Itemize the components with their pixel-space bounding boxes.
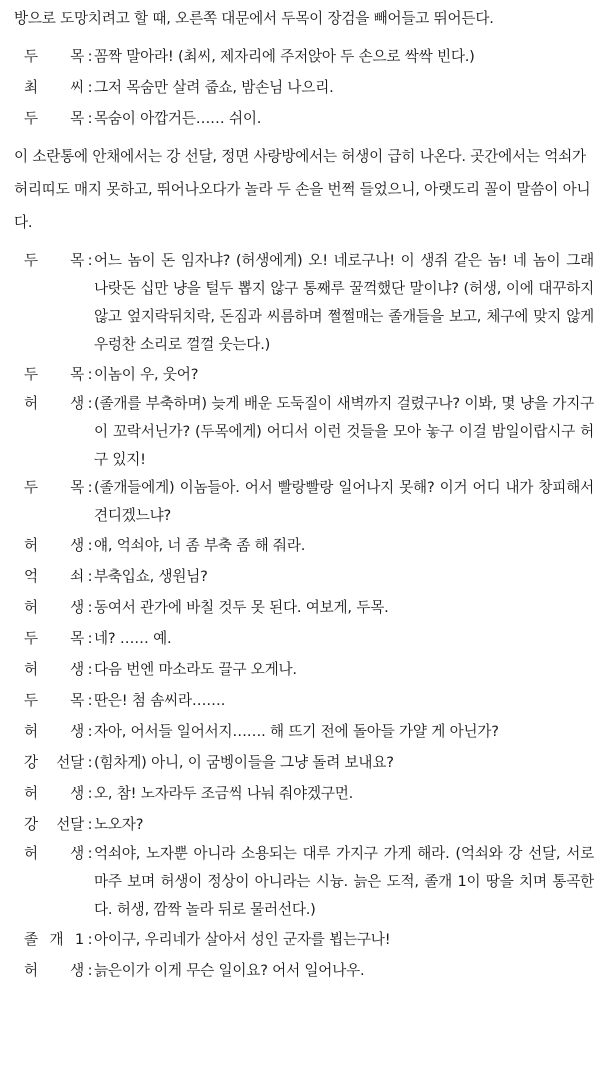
- colon: :: [87, 599, 93, 616]
- dialogue-line: [14, 840, 594, 924]
- speaker-name: 두 목: [24, 630, 84, 647]
- speaker-name: 허 생: [24, 537, 84, 554]
- colon: :: [87, 252, 93, 269]
- dialogue-text: 부축입쇼, 생원님?: [94, 568, 208, 585]
- dialogue-line: [14, 359, 594, 390]
- dialogue-text: 자아, 어서들 일어서지……. 해 뜨기 전에 돌아들 가얄 게 아닌가?: [94, 723, 499, 740]
- speaker-name: 두 목: [24, 692, 84, 709]
- speaker-name: 허 생: [24, 962, 84, 979]
- colon: :: [87, 366, 93, 383]
- speaker-name: 허 생: [24, 661, 84, 678]
- speaker-name: 강 선달: [24, 816, 84, 833]
- dialogue-text: (졸개를 부축하며) 늦게 배운 도둑질이 새벽까지 걸렸구나? 이봐, 몇 냥을 가지구 이 꼬락서닌가? (두목에게) 어디서 이런 것들을 모아 놓구 이걸 밤일이랍시구 허구 있지!: [94, 395, 594, 468]
- dialogue-block-a: [14, 41, 594, 134]
- dialogue-line: [14, 72, 594, 103]
- dialogue-text: (힘차게) 아니, 이 굼벵이들을 그냥 돌려 보내요?: [94, 754, 394, 771]
- dialogue-line: [14, 247, 594, 359]
- speaker-name: 강 선달: [24, 754, 84, 771]
- dialogue-text: 늙은이가 이게 무슨 일이요? 어서 일어나우.: [94, 962, 365, 979]
- colon: :: [87, 537, 93, 554]
- speaker-name: 허 생: [24, 723, 84, 740]
- dialogue-line: [14, 747, 594, 778]
- colon: :: [87, 568, 93, 585]
- dialogue-text: 오, 참! 노자라두 조금씩 나눠 줘야겠구먼.: [94, 785, 354, 802]
- colon: :: [87, 661, 93, 678]
- dialogue-line: [14, 390, 594, 474]
- dialogue-line: [14, 561, 594, 592]
- dialogue-line: [14, 778, 594, 809]
- colon: :: [87, 845, 93, 862]
- colon: :: [87, 692, 93, 709]
- dialogue-text: 이놈이 우, 웃어?: [94, 366, 199, 383]
- colon: :: [87, 479, 93, 496]
- colon: :: [87, 395, 93, 412]
- colon: :: [87, 723, 93, 740]
- speaker-name: 허 생: [24, 845, 84, 862]
- dialogue-line: [14, 654, 594, 685]
- colon: :: [87, 110, 93, 127]
- dialogue-block-b: [14, 247, 594, 986]
- dialogue-text: 동여서 관가에 바칠 것두 못 된다. 여보게, 두목.: [94, 599, 389, 616]
- dialogue-text: 억쇠야, 노자뿐 아니라 소용되는 대루 가지구 가게 해라. (억쇠와 강 선달, 서로 마주 보며 허생이 정상이 아니라는 시늉. 늙은 도적, 졸개 1이 땅을 치며 통곡한다. 허생, 깜짝 놀라 뒤로 물러선다.): [94, 845, 594, 918]
- speaker-name: 최 씨: [24, 79, 84, 96]
- dialogue-text: 노오자?: [94, 816, 144, 833]
- dialogue-text: 딴은! 첨 솜씨라…….: [94, 692, 226, 709]
- dialogue-line: [14, 955, 594, 986]
- dialogue-text: 아이구, 우리네가 살아서 성인 군자를 뵙는구나!: [94, 931, 391, 948]
- stage-direction-top: 방으로 도망치려고 할 때, 오른쪽 대문에서 두목이 장검을 빼어들고 뛰어든다.: [14, 10, 494, 27]
- speaker-name: 두 목: [24, 479, 84, 496]
- dialogue-line: [14, 809, 594, 840]
- dialogue-line: [14, 716, 594, 747]
- dialogue-text: 그저 목숨만 살려 줍쇼, 밤손님 나으리.: [94, 79, 334, 96]
- dialogue-line: [14, 103, 594, 134]
- speaker-name: 억 쇠: [24, 568, 84, 585]
- colon: :: [87, 785, 93, 802]
- speaker-name: 두 목: [24, 366, 84, 383]
- dialogue-line: [14, 623, 594, 654]
- speaker-name: 두 목: [24, 110, 84, 127]
- speaker-name: 두 목: [24, 48, 84, 65]
- dialogue-text: 목숨이 아깝거든…… 쉬이.: [94, 110, 262, 127]
- colon: :: [87, 754, 93, 771]
- colon: :: [87, 630, 93, 647]
- dialogue-text: 다음 번엔 마소라도 끌구 오게나.: [94, 661, 297, 678]
- dialogue-text: (졸개들에게) 이놈들아. 어서 빨랑빨랑 일어나지 못해? 이거 어디 내가 창피해서 견디겠느냐?: [94, 479, 594, 524]
- dialogue-line: [14, 592, 594, 623]
- dialogue-line: [14, 924, 594, 955]
- speaker-name: 허 생: [24, 785, 84, 802]
- dialogue-line: [14, 41, 594, 72]
- colon: :: [87, 48, 93, 65]
- dialogue-text: 얘, 억쇠야, 너 좀 부축 좀 해 줘라.: [94, 537, 306, 554]
- speaker-name: 두 목: [24, 252, 84, 269]
- dialogue-line: [14, 685, 594, 716]
- dialogue-text: 네? …… 예.: [94, 630, 172, 647]
- speaker-name: 허 생: [24, 395, 84, 412]
- dialogue-text: 꼼짝 말아라! (최씨, 제자리에 주저앉아 두 손으로 싹싹 빈다.): [94, 48, 475, 65]
- dialogue-text: 어느 놈이 돈 임자냐? (허생에게) 오! 네로구나! 이 생쥐 같은 놈! 네 놈이 그래 나랏돈 십만 냥을 털두 뽑지 않구 통째루 꿀꺽했단 말이냐? (허생, 이에 대꾸하지 않고 엎지락뒤치락, 돈짐과 씨름하며 쩔쩔매는 졸개들을 보고, 체구에 맞지 않게 우렁찬 소리로 껄껄 웃는다.): [94, 252, 594, 353]
- stage-direction-mid: 이 소란통에 안채에서는 강 선달, 정면 사랑방에서는 허생이 급히 나온다. 곳간에서는 억쇠가 허리띠도 매지 못하고, 뛰어나오다가 놀라 두 손을 번쩍 들었으니, 아랫도리 꼴이 말씀이 아니다.: [14, 148, 591, 231]
- colon: :: [87, 816, 93, 833]
- colon: :: [87, 931, 93, 948]
- dialogue-line: [14, 474, 594, 530]
- colon: :: [87, 962, 93, 979]
- speaker-name: 졸 개 1: [24, 931, 84, 948]
- speaker-name: 허 생: [24, 599, 84, 616]
- dialogue-line: [14, 530, 594, 561]
- colon: :: [87, 79, 93, 96]
